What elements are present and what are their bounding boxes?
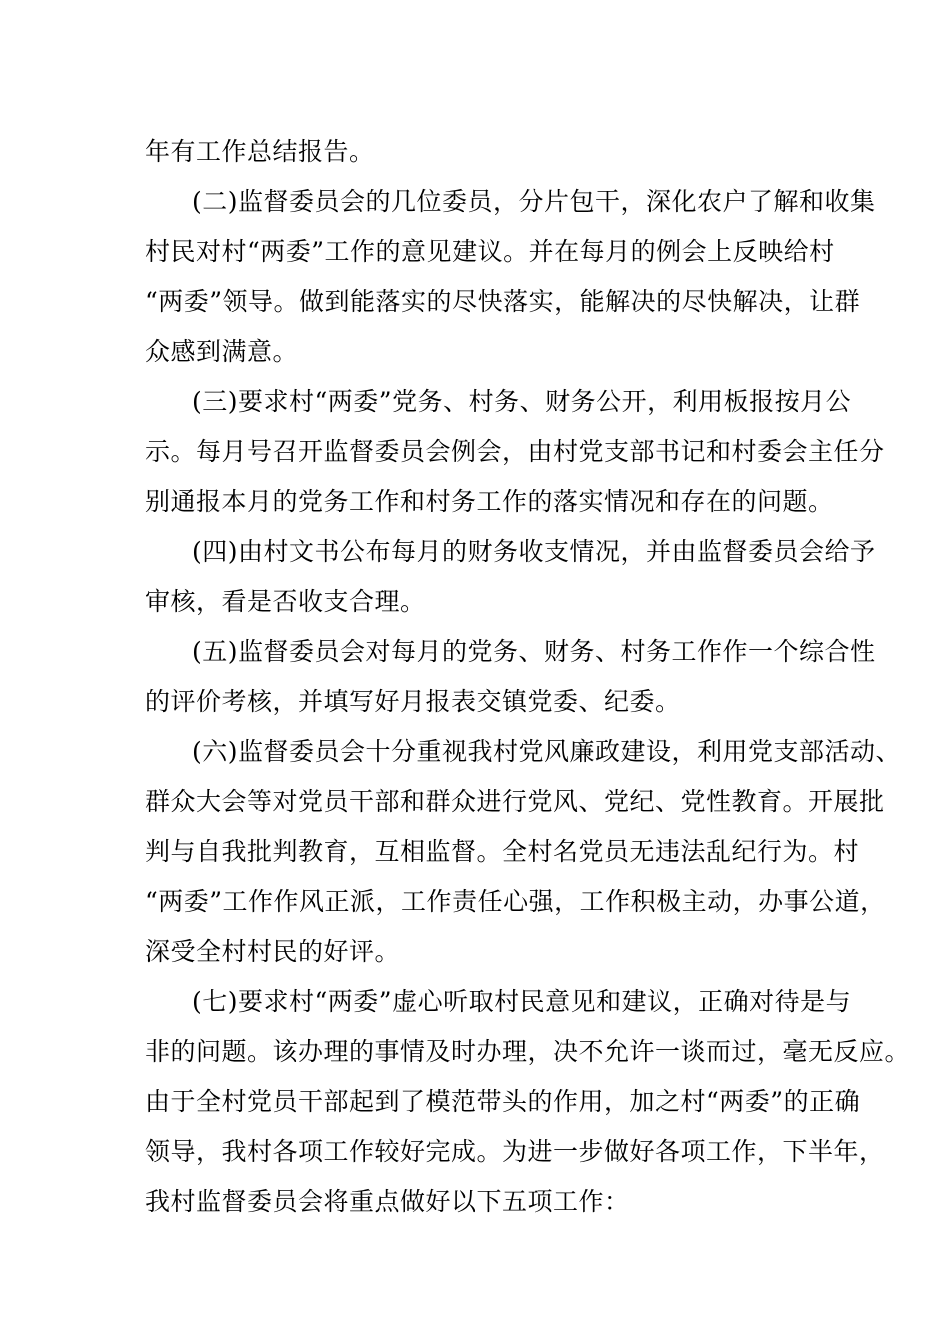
text-line: 村民对村“两委”工作的意见建议。并在每月的例会上反映给村 (145, 237, 835, 266)
text-line: “两委”领导。做到能落实的尽快落实，能解决的尽快解决，让群 (145, 287, 861, 316)
paragraph-line: (二)监督委员会的几位委员，分片包干，深化农户了解和收集 (192, 187, 876, 216)
text-line: 的评价考核，并填写好月报表交镇党委、纪委。 (145, 687, 681, 716)
text-line: 判与自我批判教育，互相监督。全村名党员无违法乱纪行为。村 (145, 837, 860, 866)
text-line: 年有工作总结报告。 (145, 137, 375, 166)
text-line: 我村监督委员会将重点做好以下五项工作： (145, 1187, 630, 1216)
paragraph-line: (五)监督委员会对每月的党务、财务、村务工作作一个综合性 (192, 637, 876, 666)
text-line: 示。每月号召开监督委员会例会，由村党支部书记和村委会主任分 (145, 437, 885, 466)
paragraph-line: (三)要求村“两委”党务、村务、财务公开，利用板报按月公 (192, 387, 852, 416)
paragraph-line: (七)要求村“两委”虚心听取村民意见和建议，正确对待是与 (192, 987, 852, 1016)
text-line: “两委”工作作风正派，工作责任心强，工作积极主动，办事公道， (145, 887, 886, 916)
text-line: 深受全村村民的好评。 (145, 937, 401, 966)
text-line: 领导，我村各项工作较好完成。为进一步做好各项工作，下半年， (145, 1137, 885, 1166)
text-line: 别通报本月的党务工作和村务工作的落实情况和存在的问题。 (145, 487, 834, 516)
text-line: 群众大会等对党员干部和群众进行党风、党纪、党性教育。开展批 (145, 787, 885, 816)
paragraph-line: (四)由村文书公布每月的财务收支情况，并由监督委员会给予 (192, 537, 876, 566)
text-line: 众感到满意。 (145, 337, 299, 366)
text-line: 非的问题。该办理的事情及时办理，决不允许一谈而过，毫无反应。 (145, 1037, 911, 1066)
text-line: 审核，看是否收支合理。 (145, 587, 426, 616)
text-line: 由于全村党员干部起到了模范带头的作用，加之村“两委”的正确 (145, 1087, 861, 1116)
paragraph-line: (六)监督委员会十分重视我村党风廉政建设，利用党支部活动、 (192, 737, 902, 766)
